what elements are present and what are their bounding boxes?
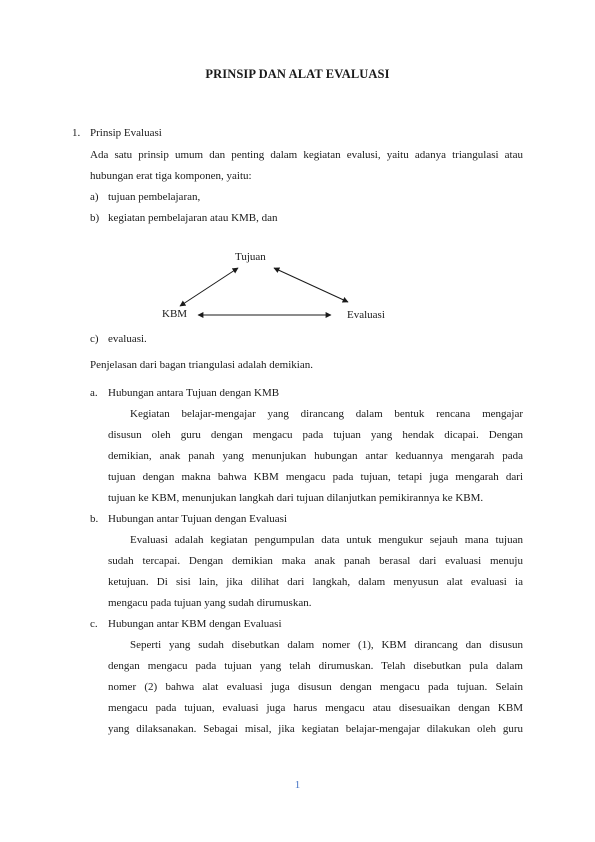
diagram-label-evaluasi: Evaluasi <box>347 309 385 321</box>
triangulation-diagram <box>150 244 410 324</box>
list-marker-c: c) <box>90 333 99 345</box>
subsection-b-line-3: ketujuan. Di sisi lain, jika dilihat dari langkah, dalam menyusun alat evaluasi ia <box>108 576 523 588</box>
list-item-b: kegiatan pembelajaran atau KMB, dan <box>108 212 278 224</box>
subsection-c-line-2: dengan mengacu pada tujuan yang telah dirumuskan. Telah disebutkan pula dalam <box>108 660 523 672</box>
list-item-c: evaluasi. <box>108 333 147 345</box>
subsection-marker-a: a. <box>90 387 98 399</box>
list-item-a: tujuan pembelajaran, <box>108 191 201 203</box>
section-heading: Prinsip Evaluasi <box>90 127 162 139</box>
page-number: 1 <box>294 779 301 791</box>
arrow-tujuan-evaluasi <box>274 268 348 302</box>
diagram-label-tujuan: Tujuan <box>235 251 266 263</box>
subsection-c-line-5: yang dilaksanakan. Sebagai misal, jika kegiatan belajar-mengajar dilakukan oleh guru <box>108 723 523 735</box>
subsection-heading-a: Hubungan antara Tujuan dengan KMB <box>108 387 280 399</box>
explain-text: Penjelasan dari bagan triangulasi adalah demikian. <box>90 359 313 371</box>
subsection-marker-c: c. <box>90 618 98 630</box>
arrow-tujuan-kbm <box>180 268 238 306</box>
list-marker-a: a) <box>90 191 99 203</box>
section-number: 1. <box>72 127 81 139</box>
subsection-a-line-4: tujuan dengan makna bahwa KBM mengacu pada tujuan, tetapi juga mengarah dari <box>108 471 523 483</box>
subsection-a-line-2: disusun oleh guru dengan mengacu pada tujuan yang hendak dicapai. Dengan <box>108 429 523 441</box>
subsection-a-line-1: Kegiatan belajar-mengajar yang dirancang dalam bentuk rencana mengajar <box>130 408 523 420</box>
subsection-b-line-4: mengacu pada tujuan yang sudah dirumuskan. <box>108 597 312 609</box>
subsection-b-line-1: Evaluasi adalah kegiatan pengumpulan data untuk mengukur sejauh mana tujuan <box>130 534 523 546</box>
page-title: PRINSIP DAN ALAT EVALUASI <box>205 67 390 81</box>
subsection-heading-c: Hubungan antar KBM dengan Evaluasi <box>108 618 282 630</box>
subsection-c-line-4: mengacu pada tujuan, evaluasi juga harus mengacu atau disesuaikan dengan KBM <box>108 702 523 714</box>
subsection-a-line-3: demikian, anak panah yang menunjukan hubungan antar keduannya mengarah pada <box>108 450 523 462</box>
diagram-label-kbm: KBM <box>162 308 188 320</box>
subsection-heading-b: Hubungan antar Tujuan dengan Evaluasi <box>108 513 288 525</box>
subsection-b-line-2: sudah tercapai. Dengan demikian maka anak panah berasal dari evaluasi menuju <box>108 555 523 567</box>
subsection-marker-b: b. <box>90 513 99 525</box>
list-marker-b: b) <box>90 212 100 224</box>
intro-line-1: Ada satu prinsip umum dan penting dalam kegiatan evalusi, yaitu adanya triangulasi atau <box>90 149 523 161</box>
intro-line-2: hubungan erat tiga komponen, yaitu: <box>90 170 252 182</box>
subsection-a-line-5: tujuan ke KBM, menunjukan langkah dari tujuan dilanjutkan pemikirannya ke KBM. <box>108 492 484 504</box>
subsection-c-line-3: nomer (2) bahwa alat evaluasi juga disusun dengan mengacu pada tujuan. Selain <box>108 681 523 693</box>
subsection-c-line-1: Seperti yang sudah disebutkan dalam nomer (1), KBM dirancang dan disusun <box>130 639 523 651</box>
